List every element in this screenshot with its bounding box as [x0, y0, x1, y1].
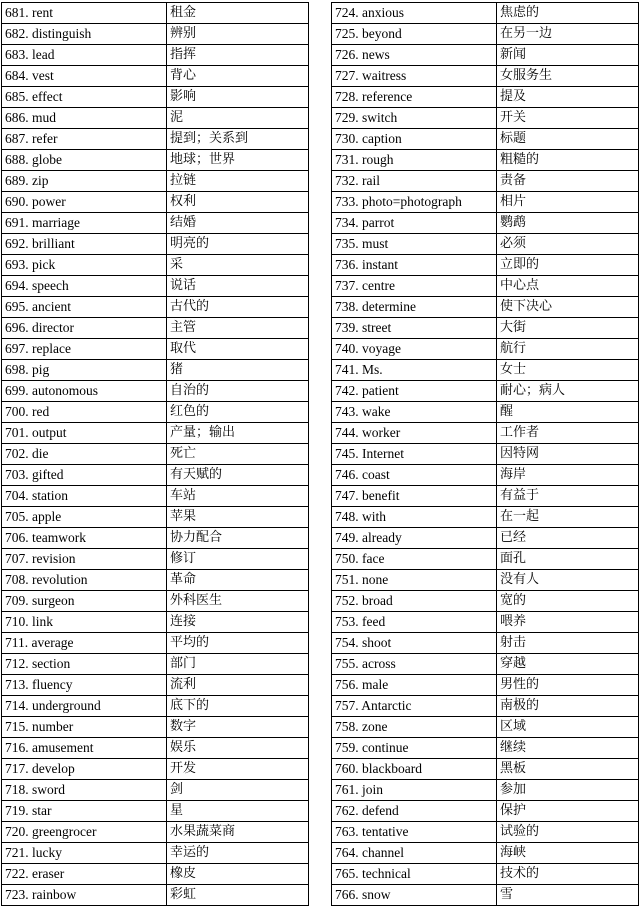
- english-word: 714. underground: [2, 696, 167, 717]
- chinese-meaning: 苹果: [167, 507, 309, 528]
- chinese-meaning: 平均的: [167, 633, 309, 654]
- english-word: 743. wake: [332, 402, 497, 423]
- chinese-meaning: 开关: [497, 108, 639, 129]
- vocabulary-table-right: [331, 2, 639, 906]
- chinese-meaning: 死亡: [167, 444, 309, 465]
- chinese-meaning: 女士: [497, 360, 639, 381]
- table-row: [2, 675, 309, 696]
- chinese-meaning: 耐心；病人: [497, 381, 639, 402]
- english-word: 722. eraser: [2, 864, 167, 885]
- chinese-meaning: 相片: [497, 192, 639, 213]
- english-word: 738. determine: [332, 297, 497, 318]
- english-word: 717. develop: [2, 759, 167, 780]
- table-row: [2, 780, 309, 801]
- english-word: 766. snow: [332, 885, 497, 906]
- english-word: 702. die: [2, 444, 167, 465]
- english-word: 696. director: [2, 318, 167, 339]
- english-word: 683. lead: [2, 45, 167, 66]
- chinese-meaning: 影响: [167, 87, 309, 108]
- table-row: [332, 528, 639, 549]
- table-row: [332, 129, 639, 150]
- english-word: 713. fluency: [2, 675, 167, 696]
- table-row: [2, 864, 309, 885]
- vocabulary-table-right-body: [332, 3, 639, 906]
- chinese-meaning: 部门: [167, 654, 309, 675]
- table-row: [332, 381, 639, 402]
- chinese-meaning: 数字: [167, 717, 309, 738]
- table-row: [332, 213, 639, 234]
- table-row: [2, 255, 309, 276]
- chinese-meaning: 醒: [497, 402, 639, 423]
- chinese-meaning: 主管: [167, 318, 309, 339]
- chinese-meaning: 粗糙的: [497, 150, 639, 171]
- english-word: 764. channel: [332, 843, 497, 864]
- table-row: [332, 45, 639, 66]
- chinese-meaning: 说话: [167, 276, 309, 297]
- english-word: 753. feed: [332, 612, 497, 633]
- table-row: [2, 192, 309, 213]
- english-word: 700. red: [2, 402, 167, 423]
- table-row: [332, 108, 639, 129]
- table-row: [332, 171, 639, 192]
- table-row: [2, 24, 309, 45]
- chinese-meaning: 底下的: [167, 696, 309, 717]
- chinese-meaning: 红色的: [167, 402, 309, 423]
- english-word: 761. join: [332, 780, 497, 801]
- english-word: 685. effect: [2, 87, 167, 108]
- english-word: 703. gifted: [2, 465, 167, 486]
- english-word: 758. zone: [332, 717, 497, 738]
- table-row: [2, 87, 309, 108]
- english-word: 688. globe: [2, 150, 167, 171]
- table-row: [2, 45, 309, 66]
- table-row: [2, 402, 309, 423]
- table-row: [332, 654, 639, 675]
- english-word: 694. speech: [2, 276, 167, 297]
- table-row: [332, 570, 639, 591]
- table-row: [332, 276, 639, 297]
- chinese-meaning: 使下决心: [497, 297, 639, 318]
- chinese-meaning: 焦虑的: [497, 3, 639, 24]
- chinese-meaning: 雪: [497, 885, 639, 906]
- chinese-meaning: 穿越: [497, 654, 639, 675]
- english-word: 733. photo=photograph: [332, 192, 497, 213]
- english-word: 742. patient: [332, 381, 497, 402]
- table-row: [332, 24, 639, 45]
- table-row: [2, 297, 309, 318]
- chinese-meaning: 地球；世界: [167, 150, 309, 171]
- chinese-meaning: 流利: [167, 675, 309, 696]
- chinese-meaning: 采: [167, 255, 309, 276]
- table-row: [2, 612, 309, 633]
- table-row: [332, 864, 639, 885]
- chinese-meaning: 海峡: [497, 843, 639, 864]
- table-row: [2, 633, 309, 654]
- english-word: 734. parrot: [332, 213, 497, 234]
- chinese-meaning: 南极的: [497, 696, 639, 717]
- table-row: [332, 633, 639, 654]
- table-row: [332, 297, 639, 318]
- english-word: 716. amusement: [2, 738, 167, 759]
- chinese-meaning: 橡皮: [167, 864, 309, 885]
- chinese-meaning: 开发: [167, 759, 309, 780]
- english-word: 756. male: [332, 675, 497, 696]
- table-row: [2, 885, 309, 906]
- chinese-meaning: 星: [167, 801, 309, 822]
- table-row: [2, 465, 309, 486]
- table-row: [332, 465, 639, 486]
- table-row: [2, 360, 309, 381]
- table-row: [332, 150, 639, 171]
- table-row: [2, 108, 309, 129]
- english-word: 755. across: [332, 654, 497, 675]
- english-word: 693. pick: [2, 255, 167, 276]
- vocabulary-table-left: [1, 2, 309, 906]
- english-word: 698. pig: [2, 360, 167, 381]
- table-row: [332, 3, 639, 24]
- english-word: 689. zip: [2, 171, 167, 192]
- english-word: 752. broad: [332, 591, 497, 612]
- table-row: [2, 591, 309, 612]
- table-row: [332, 360, 639, 381]
- english-word: 736. instant: [332, 255, 497, 276]
- english-word: 744. worker: [332, 423, 497, 444]
- table-row: [2, 339, 309, 360]
- chinese-meaning: 试验的: [497, 822, 639, 843]
- chinese-meaning: 修订: [167, 549, 309, 570]
- english-word: 749. already: [332, 528, 497, 549]
- chinese-meaning: 参加: [497, 780, 639, 801]
- table-row: [332, 339, 639, 360]
- english-word: 725. beyond: [332, 24, 497, 45]
- chinese-meaning: 提到；关系到: [167, 129, 309, 150]
- english-word: 686. mud: [2, 108, 167, 129]
- english-word: 682. distinguish: [2, 24, 167, 45]
- english-word: 684. vest: [2, 66, 167, 87]
- chinese-meaning: 中心点: [497, 276, 639, 297]
- table-row: [2, 234, 309, 255]
- chinese-meaning: 女服务生: [497, 66, 639, 87]
- table-row: [2, 213, 309, 234]
- table-row: [2, 570, 309, 591]
- table-row: [332, 423, 639, 444]
- table-row: [332, 822, 639, 843]
- chinese-meaning: 自治的: [167, 381, 309, 402]
- chinese-meaning: 责备: [497, 171, 639, 192]
- english-word: 735. must: [332, 234, 497, 255]
- english-word: 719. star: [2, 801, 167, 822]
- chinese-meaning: 车站: [167, 486, 309, 507]
- english-word: 711. average: [2, 633, 167, 654]
- chinese-meaning: 在另一边: [497, 24, 639, 45]
- chinese-meaning: 已经: [497, 528, 639, 549]
- table-row: [332, 66, 639, 87]
- chinese-meaning: 立即的: [497, 255, 639, 276]
- english-word: 691. marriage: [2, 213, 167, 234]
- table-row: [2, 423, 309, 444]
- table-row: [2, 381, 309, 402]
- table-row: [2, 549, 309, 570]
- table-row: [332, 507, 639, 528]
- table-row: [2, 696, 309, 717]
- table-row: [2, 486, 309, 507]
- table-row: [332, 444, 639, 465]
- table-row: [332, 717, 639, 738]
- chinese-meaning: 海岸: [497, 465, 639, 486]
- chinese-meaning: 喂养: [497, 612, 639, 633]
- chinese-meaning: 区域: [497, 717, 639, 738]
- chinese-meaning: 租金: [167, 3, 309, 24]
- english-word: 729. switch: [332, 108, 497, 129]
- table-row: [2, 843, 309, 864]
- english-word: 739. street: [332, 318, 497, 339]
- chinese-meaning: 辨别: [167, 24, 309, 45]
- english-word: 704. station: [2, 486, 167, 507]
- english-word: 745. Internet: [332, 444, 497, 465]
- table-row: [2, 717, 309, 738]
- chinese-meaning: 娱乐: [167, 738, 309, 759]
- english-word: 687. refer: [2, 129, 167, 150]
- table-row: [2, 3, 309, 24]
- chinese-meaning: 明亮的: [167, 234, 309, 255]
- chinese-meaning: 没有人: [497, 570, 639, 591]
- chinese-meaning: 背心: [167, 66, 309, 87]
- chinese-meaning: 权利: [167, 192, 309, 213]
- english-word: 707. revision: [2, 549, 167, 570]
- table-row: [2, 444, 309, 465]
- english-word: 721. lucky: [2, 843, 167, 864]
- chinese-meaning: 保护: [497, 801, 639, 822]
- english-word: 747. benefit: [332, 486, 497, 507]
- table-row: [332, 843, 639, 864]
- english-word: 708. revolution: [2, 570, 167, 591]
- chinese-meaning: 航行: [497, 339, 639, 360]
- table-row: [2, 507, 309, 528]
- table-row: [332, 696, 639, 717]
- table-row: [332, 801, 639, 822]
- table-row: [2, 318, 309, 339]
- english-word: 720. greengrocer: [2, 822, 167, 843]
- chinese-meaning: 取代: [167, 339, 309, 360]
- chinese-meaning: 彩虹: [167, 885, 309, 906]
- table-row: [332, 402, 639, 423]
- chinese-meaning: 外科医生: [167, 591, 309, 612]
- english-word: 724. anxious: [332, 3, 497, 24]
- table-row: [332, 318, 639, 339]
- chinese-meaning: 泥: [167, 108, 309, 129]
- chinese-meaning: 鹦鹉: [497, 213, 639, 234]
- english-word: 723. rainbow: [2, 885, 167, 906]
- english-word: 726. news: [332, 45, 497, 66]
- english-word: 730. caption: [332, 129, 497, 150]
- chinese-meaning: 必须: [497, 234, 639, 255]
- table-row: [2, 801, 309, 822]
- table-row: [332, 549, 639, 570]
- chinese-meaning: 指挥: [167, 45, 309, 66]
- table-row: [332, 675, 639, 696]
- english-word: 740. voyage: [332, 339, 497, 360]
- table-row: [2, 171, 309, 192]
- chinese-meaning: 黑板: [497, 759, 639, 780]
- chinese-meaning: 宽的: [497, 591, 639, 612]
- english-word: 748. with: [332, 507, 497, 528]
- english-word: 732. rail: [332, 171, 497, 192]
- table-row: [332, 234, 639, 255]
- table-row: [332, 738, 639, 759]
- english-word: 681. rent: [2, 3, 167, 24]
- table-row: [332, 591, 639, 612]
- english-word: 695. ancient: [2, 297, 167, 318]
- english-word: 757. Antarctic: [332, 696, 497, 717]
- table-row: [2, 528, 309, 549]
- english-word: 741. Ms.: [332, 360, 497, 381]
- table-row: [332, 486, 639, 507]
- english-word: 746. coast: [332, 465, 497, 486]
- chinese-meaning: 男性的: [497, 675, 639, 696]
- chinese-meaning: 因特网: [497, 444, 639, 465]
- chinese-meaning: 大街: [497, 318, 639, 339]
- table-row: [2, 759, 309, 780]
- chinese-meaning: 新闻: [497, 45, 639, 66]
- table-row: [332, 192, 639, 213]
- table-row: [332, 759, 639, 780]
- chinese-meaning: 有天赋的: [167, 465, 309, 486]
- english-word: 727. waitress: [332, 66, 497, 87]
- english-word: 709. surgeon: [2, 591, 167, 612]
- english-word: 737. centre: [332, 276, 497, 297]
- chinese-meaning: 有益于: [497, 486, 639, 507]
- table-row: [332, 255, 639, 276]
- english-word: 759. continue: [332, 738, 497, 759]
- english-word: 701. output: [2, 423, 167, 444]
- chinese-meaning: 连接: [167, 612, 309, 633]
- chinese-meaning: 水果蔬菜商: [167, 822, 309, 843]
- table-row: [2, 129, 309, 150]
- english-word: 710. link: [2, 612, 167, 633]
- english-word: 731. rough: [332, 150, 497, 171]
- table-row: [332, 885, 639, 906]
- chinese-meaning: 幸运的: [167, 843, 309, 864]
- table-row: [2, 150, 309, 171]
- table-row: [332, 612, 639, 633]
- english-word: 705. apple: [2, 507, 167, 528]
- english-word: 760. blackboard: [332, 759, 497, 780]
- english-word: 763. tentative: [332, 822, 497, 843]
- chinese-meaning: 猪: [167, 360, 309, 381]
- table-row: [332, 87, 639, 108]
- english-word: 718. sword: [2, 780, 167, 801]
- chinese-meaning: 标题: [497, 129, 639, 150]
- table-row: [2, 738, 309, 759]
- english-word: 728. reference: [332, 87, 497, 108]
- chinese-meaning: 在一起: [497, 507, 639, 528]
- table-row: [2, 276, 309, 297]
- english-word: 699. autonomous: [2, 381, 167, 402]
- chinese-meaning: 提及: [497, 87, 639, 108]
- chinese-meaning: 拉链: [167, 171, 309, 192]
- chinese-meaning: 剑: [167, 780, 309, 801]
- english-word: 762. defend: [332, 801, 497, 822]
- vocabulary-table-left-body: [2, 3, 309, 906]
- table-row: [2, 822, 309, 843]
- chinese-meaning: 结婚: [167, 213, 309, 234]
- english-word: 715. number: [2, 717, 167, 738]
- table-row: [2, 66, 309, 87]
- english-word: 706. teamwork: [2, 528, 167, 549]
- chinese-meaning: 技术的: [497, 864, 639, 885]
- chinese-meaning: 继续: [497, 738, 639, 759]
- english-word: 754. shoot: [332, 633, 497, 654]
- table-row: [2, 654, 309, 675]
- table-row: [332, 780, 639, 801]
- chinese-meaning: 面孔: [497, 549, 639, 570]
- chinese-meaning: 协力配合: [167, 528, 309, 549]
- english-word: 712. section: [2, 654, 167, 675]
- chinese-meaning: 古代的: [167, 297, 309, 318]
- chinese-meaning: 工作者: [497, 423, 639, 444]
- english-word: 750. face: [332, 549, 497, 570]
- english-word: 751. none: [332, 570, 497, 591]
- english-word: 765. technical: [332, 864, 497, 885]
- english-word: 697. replace: [2, 339, 167, 360]
- chinese-meaning: 产量；输出: [167, 423, 309, 444]
- english-word: 690. power: [2, 192, 167, 213]
- english-word: 692. brilliant: [2, 234, 167, 255]
- chinese-meaning: 革命: [167, 570, 309, 591]
- chinese-meaning: 射击: [497, 633, 639, 654]
